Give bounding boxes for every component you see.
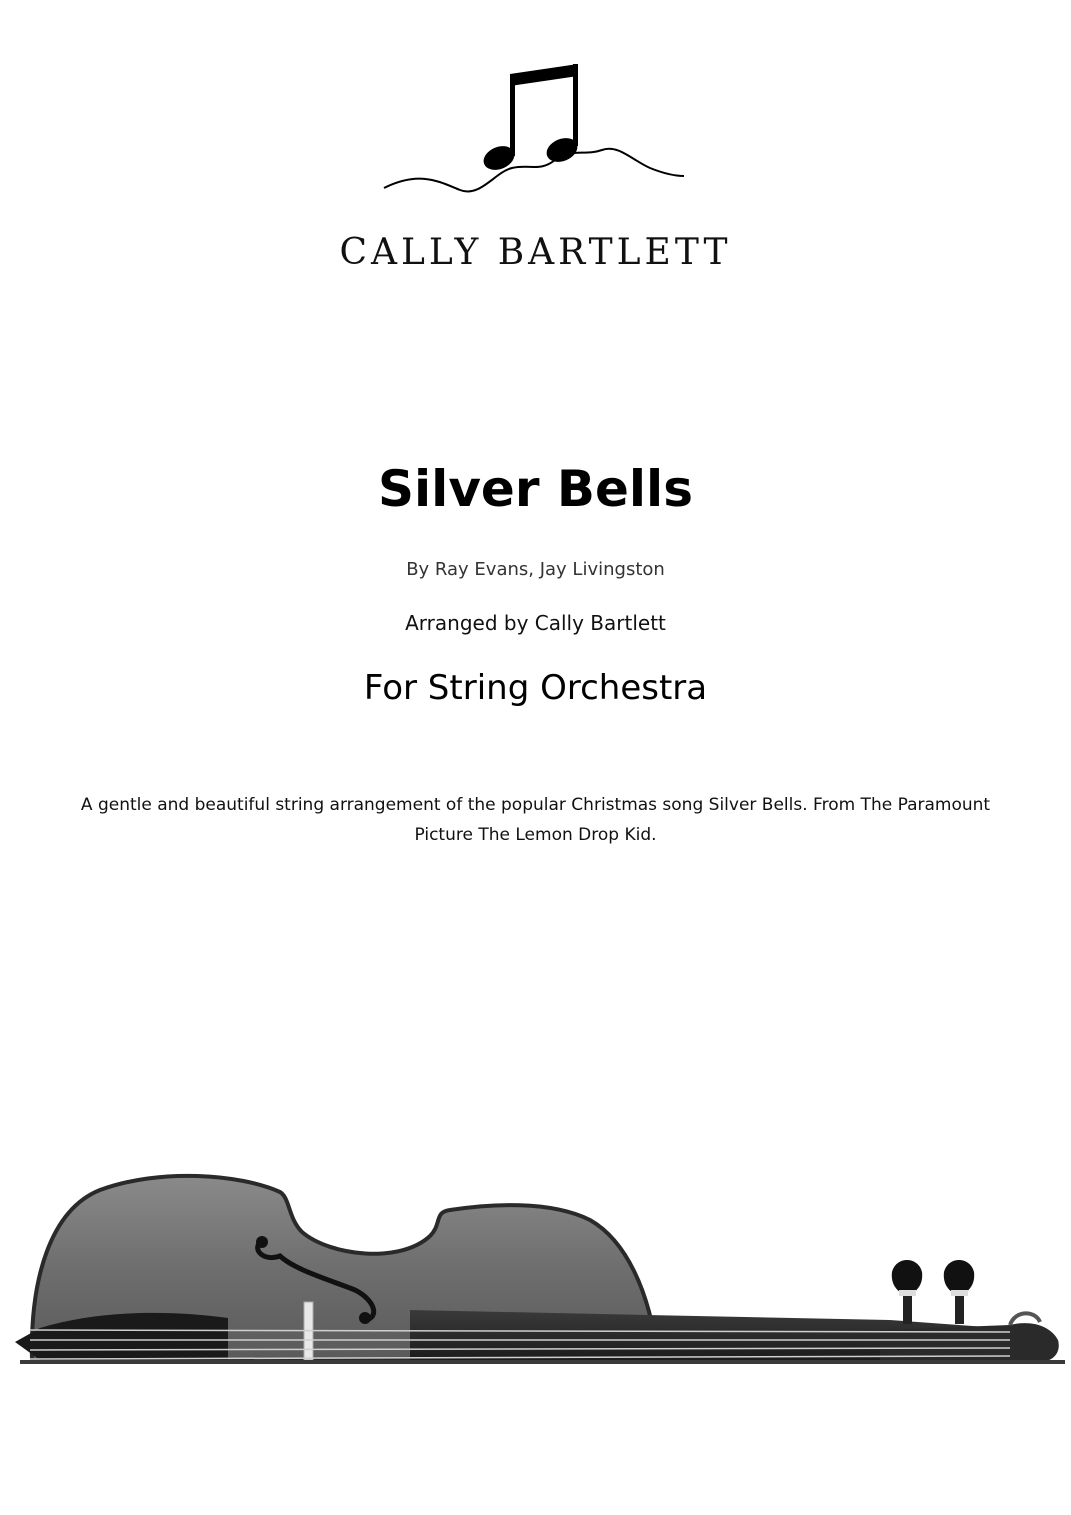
violin-icon (10, 1160, 1065, 1370)
arranger-line: Arranged by Cally Bartlett (405, 611, 666, 635)
music-note-wave-icon (380, 60, 690, 200)
ensemble-line: For String Orchestra (363, 668, 708, 708)
score-title: Silver Bells (378, 460, 693, 518)
composers-line: By Ray Evans, Jay Livingston (406, 559, 665, 580)
score-description: A gentle and beautiful string arrangement of the popular Christmas song Silver Bells. From The Paramount Picture The Lemon Drop Kid. (80, 795, 991, 845)
brand-name: CALLY BARTLETT (339, 232, 732, 273)
